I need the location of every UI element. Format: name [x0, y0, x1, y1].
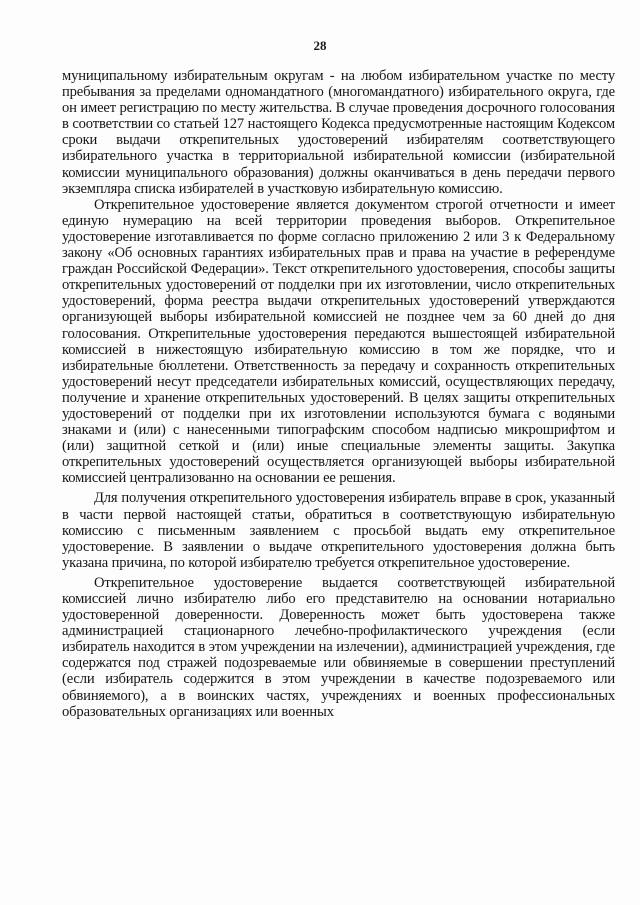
paragraph-1: муниципальному избирательным округам - на любом избирательном участке по месту пребывания за пределами одномандатного (многомандатного) избирательного округа, где он имеет регистрацию по месту жительства. В случае проведения досрочного голосования в соответствии со статьей 127 настоящего Кодекса предусмотренные настоящим Кодексом сроки выдачи открепительных удостоверений избирателям соответствующего избирательного участка в территориальной избирательной комиссии (избирательной комиссии муниципального образования) должны оканчиваться в день передачи первого экземпляра списка избирателей в участковую избирательную комиссию. — [62, 68, 615, 197]
paragraph-3: Для получения открепительного удостоверения избиратель вправе в срок, указанный в части первой настоящей статьи, обратиться в соответствующую избирательную комиссию с письменным заявлением с просьбой выдать ему открепительное удостоверение. В заявлении о выдаче открепительного удостоверения должна быть указана причина, по которой избирателю требуется открепительное удостоверение. — [62, 490, 615, 571]
paragraph-2: Открепительное удостоверение является документом строгой отчетности и имеет единую нумерацию на всей территории проведения выборов. Открепительное удостоверение изготавливается по форме согласно приложению 2 или 3 к Федеральному закону «Об основных гарантиях избирательных прав и права на участие в референдуме граждан Российской Федерации». Текст открепительного удостоверения, способы защиты открепительных удостоверений от подделки при их изготовлении, число открепительных удостоверений, форма реестра выдачи открепительных удостоверений утверждаются организующей выборы избирательной комиссией не позднее чем за 60 дней до дня голосования. Открепительные удостоверения передаются вышестоящей избирательной комиссией в нижестоящую избирательную комиссию в том же порядке, что и избирательные бюллетени. Ответственность за передачу и сохранность открепительных удостоверений несут председатели избирательных комиссий, осуществляющих передачу, получение и хранение открепительных удостоверений. В целях защиты открепительных удостоверений от подделки при их изготовлении используются бумага с водяными знаками и (или) с нанесенными типографским способом надписью микрошрифтом и (или) защитной сеткой и (или) иные специальные элементы защиты. Закупка открепительных удостоверений осуществляется организующей выборы избирательной комиссией централизованно на основании ее решения. — [62, 196, 615, 487]
paragraph-4: Открепительное удостоверение выдается соответствующей избирательной комиссией лично избирателю либо его представителю на основании нотариально удостоверенной доверенности. Доверенность может быть удостоверена также администрацией стационарного лечебно-профилактического учреждения (если избиратель находится в этом учреждении на излечении), администрацией учреждения, где содержатся под стражей подозреваемые или обвиняемые в совершении преступлений (если избиратель содержится в этом учреждении в качестве подозреваемого или обвиняемого), а в воинских частях, учреждениях и военных профессиональных образовательных организациях или военных — [62, 574, 615, 720]
document-body — [62, 68, 615, 720]
page-number: 28 — [313, 38, 327, 53]
